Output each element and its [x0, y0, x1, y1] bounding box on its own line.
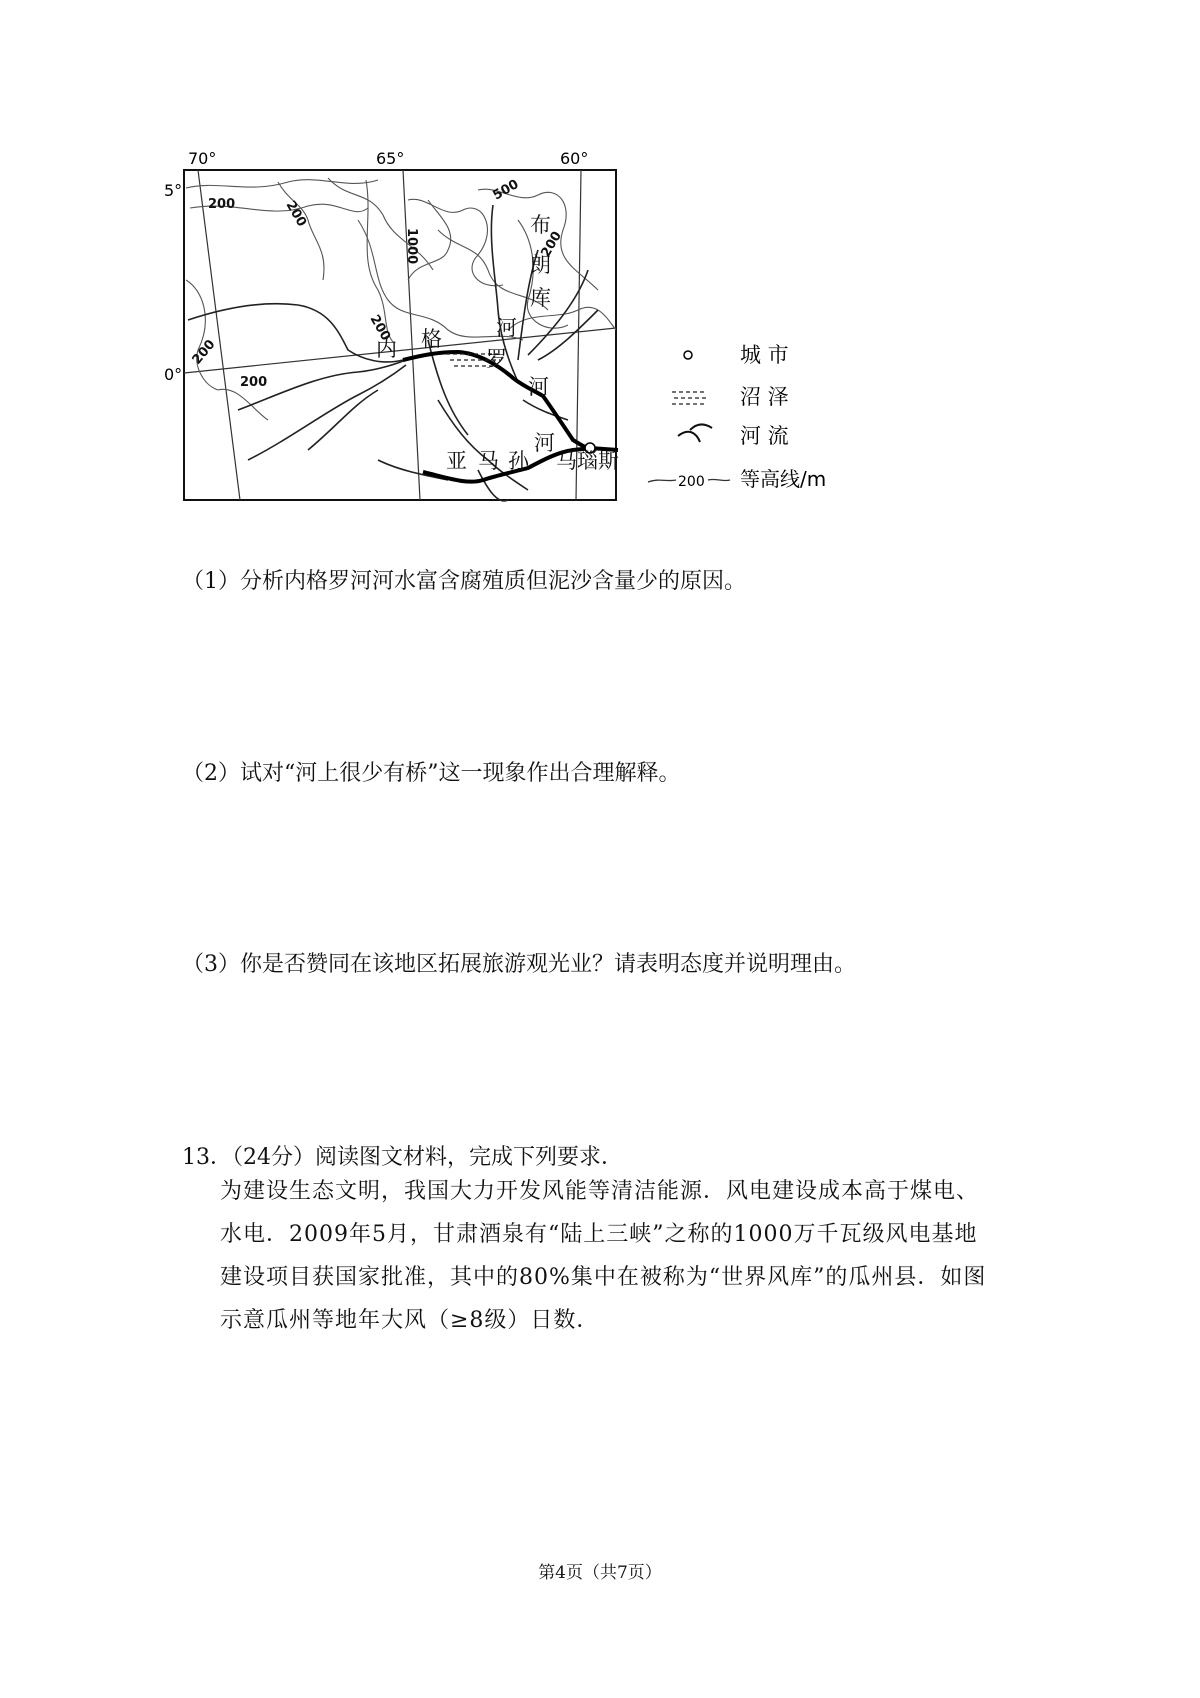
blanco-label-he: 河	[496, 316, 517, 340]
question-1: （1）分析内格罗河河水富含腐殖质但泥沙含量少的原因。	[182, 569, 746, 594]
legend-contour-value: 200	[678, 474, 705, 490]
contour-label: 200	[282, 198, 310, 230]
blanco-label-1: 布	[530, 213, 551, 237]
blanco-label-3: 库	[530, 286, 551, 310]
negro-label-3: 罗	[486, 347, 507, 371]
page-footer: 第4页（共7页）	[538, 1563, 662, 1583]
lon-label-65: 65°	[376, 149, 405, 168]
contour-label: 200	[189, 337, 219, 368]
amazon-label-4: 河	[534, 431, 555, 455]
contour-label: 200	[240, 375, 268, 390]
contour-label: 1000	[404, 228, 419, 265]
contour-icon	[648, 480, 676, 482]
material-line: 水电．2009年5月，甘肃酒泉有“陆上三峡”之称的1000万千瓦级风电基地	[220, 1222, 978, 1247]
question-3: （3）你是否赞同在该地区拓展旅游观光业？请表明态度并说明理由。	[182, 952, 856, 977]
negro-label-1: 内	[376, 337, 397, 361]
map-legend	[648, 343, 826, 491]
lat-label-0: 0°	[164, 365, 183, 384]
lat-label-5: 5°	[164, 181, 183, 200]
contour-label: 200	[538, 228, 566, 260]
swamp-icon	[672, 392, 708, 404]
legend-label-swamp: 沼 泽	[740, 385, 789, 409]
amazon-label-2: 马	[478, 449, 499, 473]
city-label: 马瑙斯	[556, 449, 619, 473]
negro-label-2: 格	[421, 327, 442, 351]
lon-label-60: 60°	[560, 149, 589, 168]
legend-label-contour: 等高线/m	[740, 467, 827, 491]
material-line: 为建设生态文明，我国大力开发风能等清洁能源．风电建设成本高于煤电、	[220, 1179, 980, 1204]
city-icon	[684, 351, 692, 359]
legend-label-river: 河 流	[740, 424, 789, 448]
contour-label: 200	[366, 312, 394, 344]
question-13-heading: 13．（24分）阅读图文材料，完成下列要求．	[182, 1145, 623, 1170]
contour-label: 200	[208, 197, 236, 212]
question-13-material	[220, 1170, 1080, 1342]
amazon-river-map	[164, 149, 898, 550]
material-line: 示意瓜州等地年大风（≥8级）日数．	[220, 1308, 600, 1333]
contour-label: 500	[490, 176, 522, 204]
amazon-label-3: 孙	[508, 449, 529, 473]
legend-label-city: 城 市	[740, 343, 789, 367]
negro-label-4: 河	[528, 375, 549, 399]
blanco-label-2: 朗	[530, 253, 551, 277]
question-2: （2）试对“河上很少有桥”这一现象作出合理解释。	[182, 761, 681, 786]
river-icon	[678, 425, 712, 443]
material-line: 建设项目获国家批准，其中的80%集中在被称为“世界风库”的瓜州县．如图	[220, 1265, 987, 1290]
map-svg	[164, 149, 898, 550]
lon-label-70: 70°	[188, 149, 217, 168]
amazon-label-1: 亚	[446, 449, 467, 473]
